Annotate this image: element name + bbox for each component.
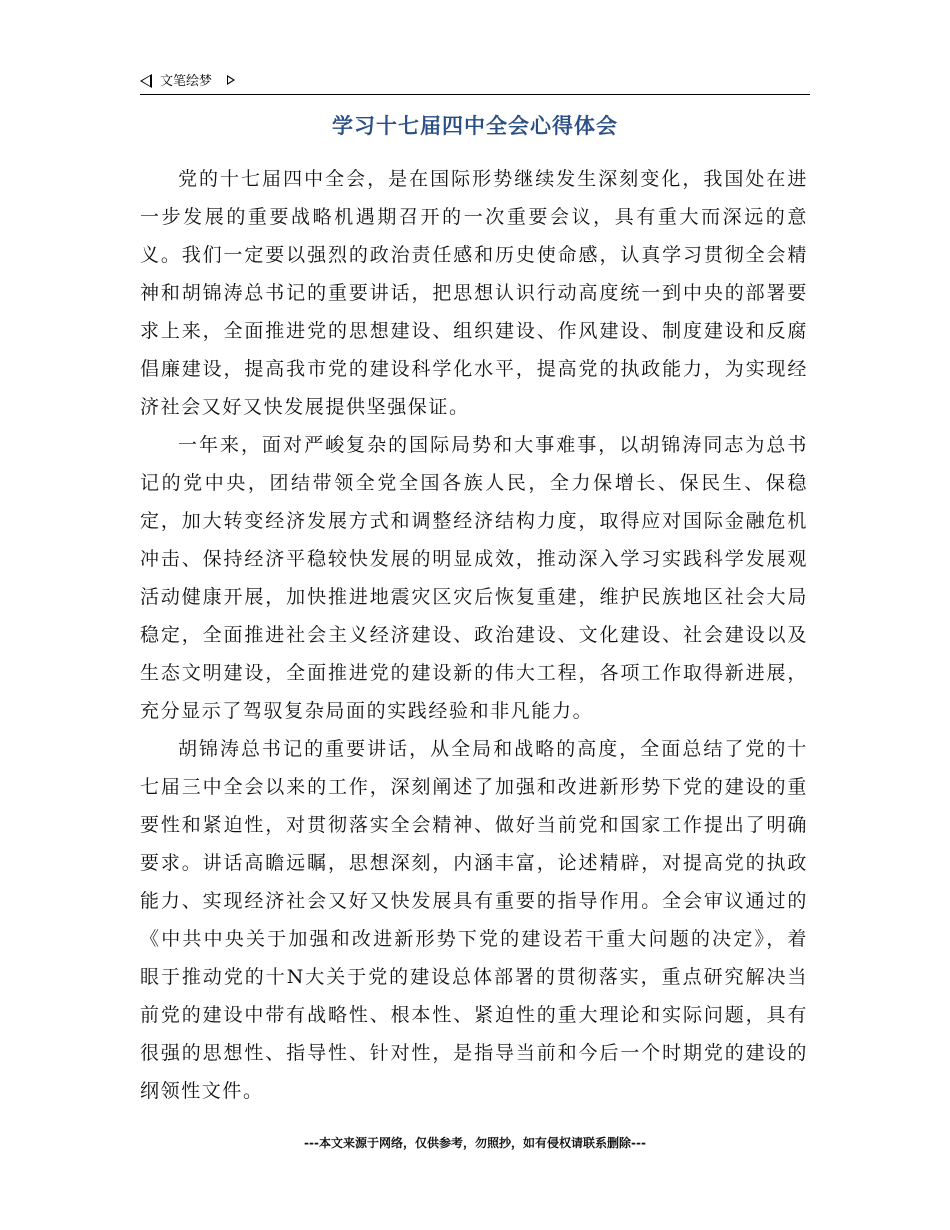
paragraph-2: 一年来，面对严峻复杂的国际局势和大事难事，以胡锦涛同志为总书记的党中央，团结带领全党全国各族人民，全力保增长、保民生、保稳定，加大转变经济发展方式和调整经济结构力度，取得应对国际金融危机冲击、保持经济平稳较快发展的明显成效，推动深入学习实践科学发展观活动健康开展，加快推进地震灾区灾后恢复重建，维护民族地区社会大局稳定，全面推进社会主义经济建设、政治建设、文化建设、社会建设以及生态文明建设，全面推进党的建设新的伟大工程，各项工作取得新进展，充分显示了驾驭复杂局面的实践经验和非凡能力。 [140, 434, 808, 722]
paragraph-3: 胡锦涛总书记的重要讲话，从全局和战略的高度，全面总结了党的十七届三中全会以来的工作，深刻阐述了加强和改进新形势下党的建设的重要性和紧迫性，对贯彻落实全会精神、做好当前党和国家工作提出了明确要求。讲话高瞻远瞩，思想深刻，内涵丰富，论述精辟，对提高党的执政能力、实现经济社会又好又快发展具有重要的指导作用。全会审议通过的《中共中央关于加强和改进新形势下党的建设若干重大问题的决定》，着眼于推动党的十N大关于党的建设总体部署的贯彻落实，重点研究解决当前党的建设中带有战略性、根本性、紧迫性的重大理论和实际问题，具有很强的思想性、指导性、针对性，是指导当前和今后一个时期党的建设的纲领性文件。 [140, 738, 808, 1102]
right-triangle-icon [227, 75, 235, 85]
page-header [140, 72, 810, 95]
document-title: 学习十七届四中全会心得体会 [332, 114, 618, 138]
left-triangle-icon [140, 74, 152, 88]
document-body [140, 160, 808, 1110]
header-brand: 文笔绘梦 [160, 74, 213, 89]
footer-notice: ---本文来源于网络，仅供参考，勿照抄，如有侵权请联系删除--- [304, 1136, 646, 1150]
paragraph-1: 党的十七届四中全会，是在国际形势继续发生深刻变化，我国处在进一步发展的重要战略机遇期召开的一次重要会议，具有重大而深远的意义。我们一定要以强烈的政治责任感和历史使命感，认真学习贯彻全会精神和胡锦涛总书记的重要讲话，把思想认识行动高度统一到中央的部署要求上来，全面推进党的思想建设、组织建设、作风建设、制度建设和反腐倡廉建设，提高我市党的建设科学化水平，提高党的执政能力，为实现经济社会又好又快发展提供坚强保证。 [140, 168, 808, 418]
